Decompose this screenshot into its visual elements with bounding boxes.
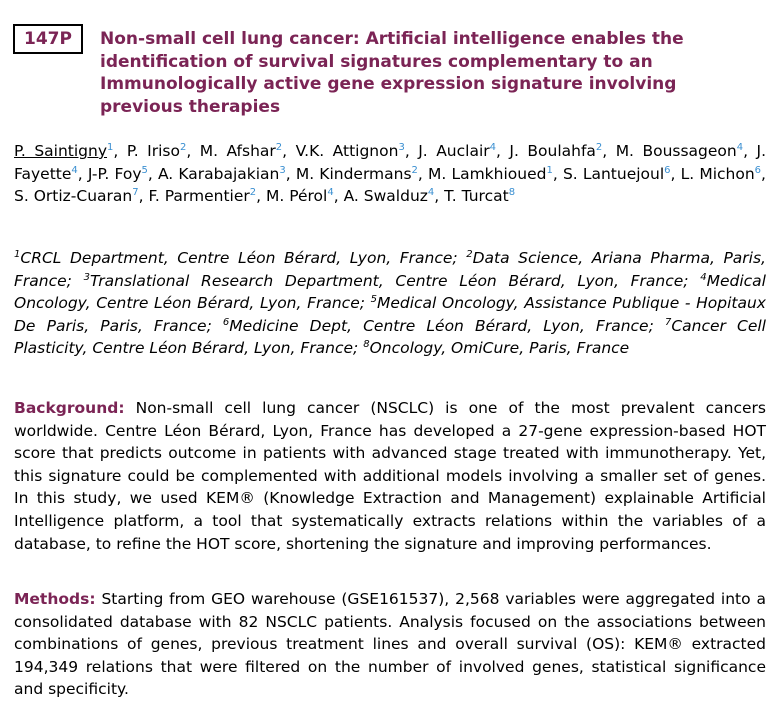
author-name: S. Ortiz-Cuaran [14, 187, 133, 205]
author-affiliation-number: 2 [275, 142, 283, 153]
author-affiliation-number: 1 [107, 142, 114, 153]
affiliation-number: 7 [664, 316, 672, 328]
affiliation-list [14, 247, 766, 360]
author-name: J-P. Foy [87, 164, 142, 183]
author-name: J. Boulahfa [509, 142, 596, 160]
background-text: Non-small cell lung cancer (NSCLC) is one of the most prevalent cancers worldwide. Centre Léon Bérard, Lyon, France has developed a 27-gene expression-based HOT score that predicts outcome in patients with advanced stage treated with immunotherapy. Yet, this signature could be complemented with additional models involving a smaller set of genes. In this study, we used KEM® (Knowledge Extraction and Management) explainable Artificial Intelligence platform, a tool that systematically extracts relations within the variables of a database, to refine the HOT score, shortening the signature and improving performances. [14, 399, 766, 553]
author-name: M. Kindermans [295, 164, 412, 183]
affiliation-number: 2 [466, 249, 473, 260]
affiliation-text: Medical Oncology, Centre Léon Bérard, Lyon, France; [14, 271, 766, 312]
affiliation-text: Oncology, OmiCure, Paris, France [369, 339, 630, 357]
affiliation-text: Cancer Cell Plasticity, Centre Léon Bérard, Lyon, France; [14, 316, 766, 357]
author-affiliation-number: 1 [546, 164, 553, 176]
author-affiliation-number: 2 [179, 142, 187, 153]
methods-section [14, 588, 766, 701]
author-affiliation-number: 4 [427, 187, 435, 198]
author-affiliation-number: 2 [411, 164, 418, 176]
author-affiliation-number: 6 [754, 164, 762, 176]
abstract-title: Non-small cell lung cancer: Artificial intelligence enables the identification of survival signatures complementary to an Immunologically active gene expression signature involving previous therapies [100, 29, 684, 117]
author-affiliation-number: 4 [489, 142, 496, 153]
author-affiliation-number: 3 [279, 164, 286, 176]
background-heading: Background: [14, 399, 125, 417]
author-name: M. Pérol [265, 187, 328, 205]
affiliation-number: 1 [14, 249, 21, 260]
author-name: J. Auclair [418, 142, 490, 160]
affiliation-text: Translational Research Department, Centre Léon Bérard, Lyon, France; [90, 271, 689, 290]
author-affiliation-number: 4 [71, 164, 78, 176]
author-affiliation-number: 6 [664, 164, 671, 176]
author-name: M. Afshar [199, 142, 276, 160]
author-name: P. Saintigny [14, 142, 108, 160]
affiliation-text: Medicine Dept, Centre Léon Bérard, Lyon, France; [229, 316, 654, 335]
author-name: M. Lamkhioued [428, 164, 547, 183]
affiliation-number: 8 [363, 339, 370, 350]
affiliation-number: 5 [370, 294, 377, 305]
affiliation-text: CRCL Department, Centre Léon Bérard, Lyon, France; [20, 249, 458, 267]
affiliation-number: 4 [700, 271, 707, 283]
author-affiliation-number: 4 [736, 142, 744, 153]
author-name: F. Parmentier [148, 187, 250, 205]
author-name: P. Iriso [126, 142, 180, 160]
author-affiliation-number: 5 [141, 164, 148, 176]
author-affiliation-number: 8 [508, 187, 516, 198]
author-list: P. Saintigny$^1$, P. Iriso$^2$, M. Afshar$^2$, V.K. Attignon$^3$, J. Auclair$^4$, J. Boulahfa$^2$, M. Boussageon$^4$, J. Fayette$^4$, J-P. Foy$^5$, A. Karabajakian$^3$, M. Kindermans$^2$, M. Lamkhioued$^1$, S. Lantuejoul$^6$, L. Michon$^6$, S. Ortiz-Cuaran$^7$, F. Parmentier$^2$, M. Pérol$^4$, A. Swalduz$^4$, T. Turcat$^8$ [14, 142, 767, 205]
affiliation-number: 6 [222, 316, 230, 328]
author-name: V.K. Attignon [295, 142, 399, 160]
methods-text: Starting from GEO warehouse (GSE161537), 2,568 variables were aggregated into a consolidated database with 82 NSCLC patients. Analysis focused on the associations between combinations of genes, previous treatment lines and overall survival (OS): KEM® extracted 194,349 relations that were filtered on the number of involved genes, statistical significance and specificity. [14, 590, 766, 699]
author-name: L. Michon [680, 164, 755, 183]
affiliation-text: Medical Oncology, Assistance Publique - Hopitaux De Paris, Paris, France; [14, 294, 766, 335]
author-name: M. Boussageon [615, 142, 737, 160]
author-affiliation-number: 2 [595, 142, 603, 153]
author-name: S. Lantuejoul [562, 164, 665, 183]
abstract-id-box: 147P [13, 24, 83, 54]
author-affiliation-number: 7 [132, 187, 139, 198]
author-name: A. Karabajakian [157, 164, 280, 183]
affiliation-number: 3 [83, 271, 90, 283]
background-section [14, 397, 766, 555]
author-affiliation-number: 4 [327, 187, 334, 198]
methods-heading: Methods: [14, 590, 96, 608]
author-name: A. Swalduz [343, 187, 428, 205]
author-name: J. Fayette [14, 142, 767, 183]
affiliation-text: Data Science, Ariana Pharma, Paris, France; [14, 249, 766, 290]
author-affiliation-number: 2 [249, 187, 257, 198]
author-name: T. Turcat [444, 187, 509, 205]
author-affiliation-number: 3 [398, 142, 405, 153]
